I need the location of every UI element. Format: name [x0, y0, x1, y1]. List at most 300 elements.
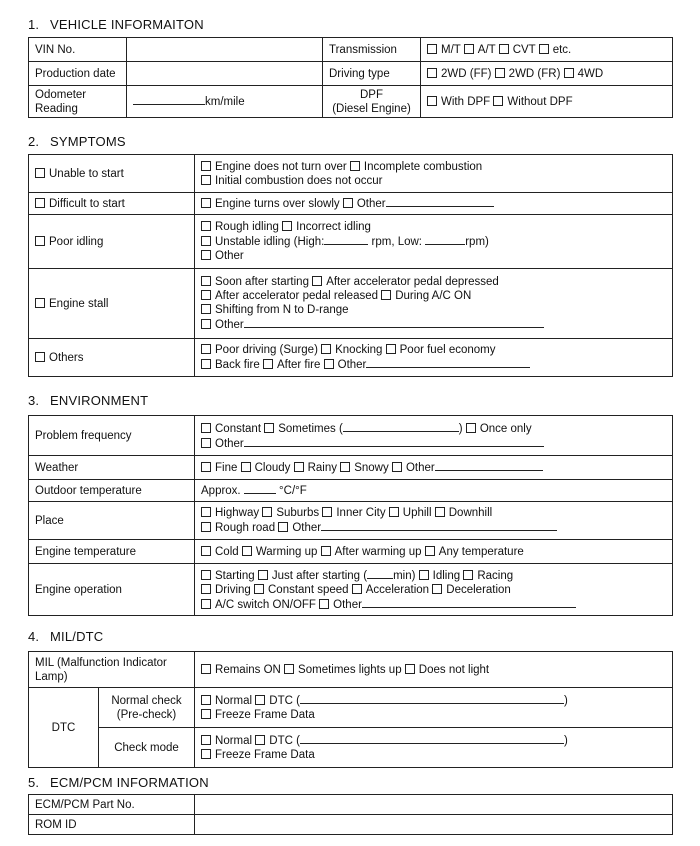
- symptom-label: Others: [49, 351, 84, 364]
- checkbox-icon: [499, 44, 509, 54]
- table-row: [29, 62, 673, 86]
- option-label: Remains ON: [215, 663, 281, 676]
- checkbox-icon: [321, 344, 331, 354]
- checkbox-option[interactable]: [466, 423, 532, 435]
- option-label: Other: [333, 598, 362, 611]
- option-line: [201, 597, 666, 612]
- checkbox-icon: [201, 522, 211, 532]
- checkbox-option[interactable]: [381, 290, 471, 302]
- checkbox-normal[interactable]: [201, 735, 252, 747]
- checkbox-etc[interactable]: [539, 44, 572, 56]
- option-label: Freeze Frame Data: [215, 749, 315, 761]
- checkbox-icon: [427, 44, 437, 54]
- place-label: Place: [29, 502, 195, 540]
- checkbox-2wd-fr[interactable]: [495, 68, 561, 80]
- checkbox-icon: [343, 198, 353, 208]
- checkbox-option[interactable]: [201, 423, 261, 435]
- checkbox-option[interactable]: [322, 507, 385, 519]
- option-label: Poor driving (Surge): [215, 344, 318, 356]
- option-label: Downhill: [448, 507, 493, 519]
- checkbox-option[interactable]: [435, 507, 492, 519]
- checkbox-mt[interactable]: [427, 44, 461, 56]
- checkbox-icon: [463, 570, 473, 580]
- checkbox-icon: [432, 584, 442, 594]
- checkbox-freeze-frame-data[interactable]: [201, 709, 315, 721]
- option-line: [201, 568, 666, 583]
- checkbox-icon: [435, 507, 445, 517]
- option-label: Without DPF: [507, 95, 573, 108]
- label-line: Odometer: [35, 88, 87, 101]
- option-label: Other: [405, 462, 435, 474]
- checkbox-icon: [392, 462, 402, 472]
- unable-to-start-options: [195, 155, 673, 193]
- rom-id-label: ROM ID: [29, 815, 195, 835]
- checkbox-cold[interactable]: [201, 546, 239, 558]
- blank-line: [300, 733, 564, 744]
- label-line: (Pre-check): [116, 708, 177, 721]
- checkbox-icon: [312, 276, 322, 286]
- checkbox-sometimes-lights-up[interactable]: [284, 664, 402, 676]
- checkbox-icon: [201, 546, 211, 556]
- checkbox-icon: [466, 423, 476, 433]
- symptom-label: Difficult to start: [49, 197, 125, 210]
- checkbox-option[interactable]: [463, 570, 513, 582]
- checkbox-option[interactable]: [201, 584, 251, 596]
- option-label: Highway: [215, 507, 260, 519]
- blank-line: [300, 693, 564, 704]
- checkbox-option[interactable]: [201, 359, 260, 371]
- checkbox-dtc[interactable]: [255, 735, 300, 747]
- option-label: Inner City: [336, 507, 386, 519]
- place-options: [195, 502, 673, 540]
- table-row: [29, 86, 673, 118]
- checkbox-icon: [201, 735, 211, 745]
- checkbox-icon: [284, 664, 294, 674]
- temperature-unit: °C/°F: [279, 485, 307, 497]
- checkbox-option[interactable]: [201, 290, 378, 302]
- checkbox-option[interactable]: [319, 599, 362, 611]
- option-label: Once only: [479, 422, 532, 435]
- checkbox-option[interactable]: [201, 344, 318, 356]
- checkbox-icon: [278, 522, 288, 532]
- difficult-to-start-checkbox[interactable]: [29, 193, 195, 215]
- checkbox-icon: [386, 344, 396, 354]
- checkbox-option[interactable]: [201, 570, 255, 582]
- option-line: [201, 421, 666, 436]
- checkbox-option[interactable]: [201, 161, 347, 173]
- option-label: Other: [292, 522, 322, 534]
- table-row: [29, 215, 673, 269]
- checkbox-with-dpf[interactable]: [427, 96, 490, 108]
- blank-line: [425, 234, 465, 245]
- checkbox-icon: [564, 68, 574, 78]
- checkbox-icon: [35, 198, 45, 208]
- checkbox-icon: [352, 584, 362, 594]
- section-number: 5.: [28, 775, 40, 790]
- checkbox-any-temperature[interactable]: [425, 546, 524, 558]
- engine-stall-checkbox[interactable]: [29, 269, 195, 339]
- option-label: Other: [215, 250, 244, 262]
- engine-operation-label: Engine operation: [29, 564, 195, 616]
- option-label: Just after starting (: [271, 569, 368, 582]
- checkbox-normal[interactable]: [201, 695, 252, 707]
- mil-options: [195, 652, 673, 688]
- table-row: [29, 795, 673, 815]
- option-label: ): [563, 695, 568, 707]
- checkbox-option[interactable]: [201, 236, 324, 248]
- driving-type-label: Driving type: [323, 62, 421, 86]
- option-label: Incorrect idling: [296, 221, 371, 233]
- rom-id-field[interactable]: [195, 815, 673, 835]
- checkbox-freeze-frame-data[interactable]: [201, 749, 315, 761]
- option-label: rpm, Low:: [371, 236, 423, 248]
- checkbox-snowy[interactable]: [340, 462, 389, 474]
- odometer-unit: km/mile: [205, 96, 245, 108]
- option-label: Normal: [215, 735, 253, 747]
- checkbox-icon: [35, 168, 45, 178]
- checkbox-option[interactable]: [419, 570, 461, 582]
- table-row: [29, 540, 673, 564]
- checkbox-icon: [319, 599, 329, 609]
- ecm-pcm-table: [28, 794, 673, 835]
- checkbox-icon: [201, 161, 211, 171]
- table-row: [29, 502, 673, 540]
- table-row: [29, 815, 673, 835]
- approx-label: Approx.: [201, 485, 241, 497]
- odometer-field[interactable]: [127, 86, 323, 118]
- checkbox-icon: [201, 423, 211, 433]
- checkbox-icon: [241, 462, 251, 472]
- checkbox-2wd-ff[interactable]: [427, 68, 491, 80]
- checkbox-cvt[interactable]: [499, 44, 536, 56]
- option-label: After fire: [276, 359, 321, 371]
- section-number: 1.: [28, 17, 40, 32]
- section-title-vehicle-information: [28, 17, 204, 32]
- checkbox-icon: [264, 423, 274, 433]
- checkbox-icon: [254, 584, 264, 594]
- option-label: Constant: [215, 422, 262, 435]
- engine-operation-options: [195, 564, 673, 616]
- checkbox-icon: [324, 359, 334, 369]
- option-label: During A/C ON: [395, 290, 472, 302]
- option-label: Suburbs: [276, 507, 320, 519]
- table-row: [29, 688, 673, 728]
- option-label: 4WD: [577, 67, 604, 80]
- checkbox-cloudy[interactable]: [241, 462, 291, 474]
- option-line: [201, 220, 666, 234]
- table-row: [29, 193, 673, 215]
- check-mode-label: Check mode: [99, 728, 195, 768]
- checkbox-icon: [35, 236, 45, 246]
- symptom-label: Unable to start: [49, 167, 124, 180]
- symptom-label: Poor idling: [49, 235, 104, 248]
- checkbox-option[interactable]: [262, 507, 319, 519]
- checkbox-icon: [35, 298, 45, 308]
- checkbox-icon: [262, 507, 272, 517]
- checkbox-icon: [282, 221, 292, 231]
- table-row: [29, 564, 673, 616]
- option-line: [201, 583, 666, 597]
- checkbox-option[interactable]: [352, 584, 429, 596]
- checkbox-icon: [255, 735, 265, 745]
- section-heading: ENVIRONMENT: [50, 393, 149, 408]
- checkbox-icon: [263, 359, 273, 369]
- option-line: [201, 343, 666, 357]
- option-label: Rough road: [215, 522, 276, 534]
- checkbox-icon: [201, 709, 211, 719]
- dpf-options: [421, 86, 673, 118]
- checkbox-option[interactable]: [432, 584, 511, 596]
- checkbox-icon: [405, 664, 415, 674]
- section-number: 4.: [28, 629, 40, 644]
- checkbox-option[interactable]: [201, 175, 382, 187]
- checkbox-icon: [427, 68, 437, 78]
- checkbox-icon: [201, 599, 211, 609]
- checkbox-option[interactable]: [201, 276, 309, 288]
- checkbox-icon: [294, 462, 304, 472]
- checkbox-option[interactable]: [312, 276, 499, 288]
- checkbox-fine[interactable]: [201, 462, 237, 474]
- production-date-label: Production date: [29, 62, 127, 86]
- option-line: [201, 520, 666, 535]
- section-heading: MIL/DTC: [50, 629, 104, 644]
- option-label: Idling: [432, 569, 461, 582]
- checkbox-option[interactable]: [201, 522, 275, 534]
- section-title-environment: [28, 393, 148, 408]
- checkbox-icon: [201, 290, 211, 300]
- option-label: Any temperature: [438, 545, 524, 558]
- checkbox-at[interactable]: [464, 44, 496, 56]
- checkbox-icon: [201, 276, 211, 286]
- blank-line: [367, 568, 393, 579]
- checkbox-option[interactable]: [324, 359, 367, 371]
- poor-idling-options: [195, 215, 673, 269]
- checkbox-icon: [493, 96, 503, 106]
- checkbox-option[interactable]: [201, 319, 244, 331]
- option-label: Knocking: [335, 344, 383, 356]
- dpf-label: [323, 86, 421, 118]
- option-label: With DPF: [441, 95, 491, 108]
- option-label: rpm): [465, 236, 489, 248]
- checkbox-icon: [201, 749, 211, 759]
- mil-dtc-table: [28, 651, 673, 768]
- others-checkbox[interactable]: [29, 339, 195, 377]
- checkbox-after-warming-up[interactable]: [321, 546, 422, 558]
- checkbox-icon: [321, 546, 331, 556]
- option-label: Rough idling: [215, 221, 279, 233]
- option-label: Engine does not turn over: [215, 160, 347, 173]
- option-label: Other: [337, 359, 367, 371]
- table-row: [29, 456, 673, 480]
- checkbox-warming-up[interactable]: [242, 546, 318, 558]
- checkbox-dtc[interactable]: [255, 695, 300, 707]
- checkbox-icon: [495, 68, 505, 78]
- checkbox-icon: [201, 319, 211, 329]
- checkbox-option[interactable]: [254, 584, 349, 596]
- table-row: [29, 269, 673, 339]
- option-label: Back fire: [215, 359, 260, 371]
- checkbox-option[interactable]: [350, 161, 482, 173]
- checkbox-icon: [201, 304, 211, 314]
- checkbox-icon: [201, 344, 211, 354]
- checkbox-option[interactable]: [201, 250, 244, 262]
- blank-line: [321, 520, 557, 531]
- checkbox-option[interactable]: [264, 423, 343, 435]
- blank-line: [244, 483, 276, 494]
- option-label: A/T: [477, 43, 496, 56]
- checkbox-icon: [242, 546, 252, 556]
- option-label: Other: [215, 319, 244, 331]
- poor-idling-checkbox[interactable]: [29, 215, 195, 269]
- blank-line: [343, 421, 459, 432]
- option-line: [201, 160, 666, 174]
- checkbox-icon: [201, 507, 211, 517]
- blank-line: [133, 94, 205, 105]
- option-label: ): [458, 422, 463, 435]
- engine-stall-options: [195, 269, 673, 339]
- checkbox-option[interactable]: [282, 221, 371, 233]
- option-line: [201, 733, 666, 748]
- engine-temperature-options: [195, 540, 673, 564]
- option-label: Snowy: [354, 462, 389, 474]
- driving-type-options: [421, 62, 673, 86]
- blank-line: [386, 196, 494, 207]
- option-label: Racing: [477, 569, 514, 582]
- label-line: (Diesel Engine): [332, 102, 411, 115]
- option-label: Initial combustion does not occur: [215, 174, 383, 187]
- option-label: Fine: [215, 462, 238, 474]
- option-label: After accelerator pedal released: [215, 290, 379, 302]
- table-row: [29, 652, 673, 688]
- checkbox-other[interactable]: [392, 462, 435, 474]
- environment-table: [28, 415, 673, 616]
- option-label: Constant speed: [268, 583, 349, 596]
- table-row: [29, 155, 673, 193]
- vin-field[interactable]: [127, 38, 323, 62]
- checkbox-icon: [201, 570, 211, 580]
- option-line: [201, 289, 666, 303]
- section-heading: ECM/PCM INFORMATION: [50, 775, 209, 790]
- checkbox-option[interactable]: [389, 507, 432, 519]
- section-title-mil-dtc: [28, 629, 103, 644]
- checkbox-icon: [255, 695, 265, 705]
- option-label: 2WD (FF): [441, 67, 492, 80]
- option-label: Soon after starting: [215, 276, 309, 288]
- dtc-label: DTC: [29, 688, 99, 768]
- option-line: [201, 357, 666, 372]
- option-line: [201, 436, 666, 451]
- odometer-label: [29, 86, 127, 118]
- mil-label: MIL (Malfunction Indicator Lamp): [29, 652, 195, 688]
- checkbox-icon: [539, 44, 549, 54]
- checkbox-icon: [201, 221, 211, 231]
- checkbox-icon: [258, 570, 268, 580]
- checkbox-icon: [201, 250, 211, 260]
- checkbox-option[interactable]: [201, 198, 340, 210]
- option-label: Uphill: [402, 507, 432, 519]
- ecm-pcm-part-field[interactable]: [195, 795, 673, 815]
- checkbox-rainy[interactable]: [294, 462, 337, 474]
- transmission-label: Transmission: [323, 38, 421, 62]
- checkbox-option[interactable]: [321, 344, 382, 356]
- option-line: [201, 506, 666, 520]
- symptom-label: Engine stall: [49, 297, 109, 310]
- option-label: 2WD (FR): [508, 67, 561, 80]
- checkbox-icon: [350, 161, 360, 171]
- checkbox-does-not-light[interactable]: [405, 664, 489, 676]
- checkbox-4wd[interactable]: [564, 68, 604, 80]
- option-label: Cloudy: [254, 462, 291, 474]
- option-line: [201, 234, 666, 249]
- transmission-options: [421, 38, 673, 62]
- option-label: min): [393, 569, 416, 582]
- option-line: [201, 303, 666, 317]
- option-label: M/T: [441, 43, 461, 56]
- option-label: Incomplete combustion: [363, 160, 483, 173]
- option-label: Acceleration: [365, 583, 430, 596]
- checkbox-option[interactable]: [258, 570, 367, 582]
- section-heading: SYMPTOMS: [50, 134, 126, 149]
- check-mode-options: [195, 728, 673, 768]
- option-line: [201, 275, 666, 289]
- option-line: [201, 693, 666, 708]
- checkbox-without-dpf[interactable]: [493, 96, 572, 108]
- blank-line: [362, 597, 576, 608]
- blank-line: [324, 234, 368, 245]
- checkbox-option[interactable]: [263, 359, 320, 371]
- outdoor-temperature-field[interactable]: [195, 480, 673, 502]
- unable-to-start-checkbox[interactable]: [29, 155, 195, 193]
- option-label: Poor fuel economy: [399, 344, 496, 356]
- others-options: [195, 339, 673, 377]
- section-heading: VEHICLE INFORMAITON: [50, 17, 204, 32]
- checkbox-icon: [201, 584, 211, 594]
- blank-line: [244, 317, 544, 328]
- option-label: After warming up: [334, 545, 422, 558]
- option-label: Other: [215, 437, 244, 450]
- table-row: [29, 728, 673, 768]
- label-line: Reading: [35, 102, 78, 115]
- checkbox-icon: [464, 44, 474, 54]
- engine-temperature-label: Engine temperature: [29, 540, 195, 564]
- section-title-ecm-pcm-information: [28, 775, 209, 790]
- problem-frequency-label: Problem frequency: [29, 416, 195, 456]
- checkbox-option[interactable]: [278, 522, 321, 534]
- checkbox-option[interactable]: [201, 599, 316, 611]
- production-date-field[interactable]: [127, 62, 323, 86]
- table-row: [29, 480, 673, 502]
- option-label: Normal: [215, 695, 253, 707]
- option-label: Deceleration: [446, 583, 511, 596]
- checkbox-option[interactable]: [201, 304, 349, 316]
- option-label: CVT: [512, 43, 536, 56]
- checkbox-option[interactable]: [386, 344, 496, 356]
- checkbox-option[interactable]: [201, 438, 244, 450]
- option-label: Driving: [215, 583, 251, 596]
- option-label: DTC (: [269, 735, 300, 747]
- checkbox-remains-on[interactable]: [201, 664, 281, 676]
- checkbox-option[interactable]: [201, 507, 259, 519]
- outdoor-temperature-label: Outdoor temperature: [29, 480, 195, 502]
- checkbox-icon: [201, 236, 211, 246]
- checkbox-option[interactable]: [343, 198, 386, 210]
- section-number: 2.: [28, 134, 40, 149]
- option-label: etc.: [552, 43, 572, 56]
- checkbox-option[interactable]: [201, 221, 279, 233]
- normal-check-label: [99, 688, 195, 728]
- option-label: Starting: [215, 569, 255, 582]
- option-line: [201, 708, 666, 722]
